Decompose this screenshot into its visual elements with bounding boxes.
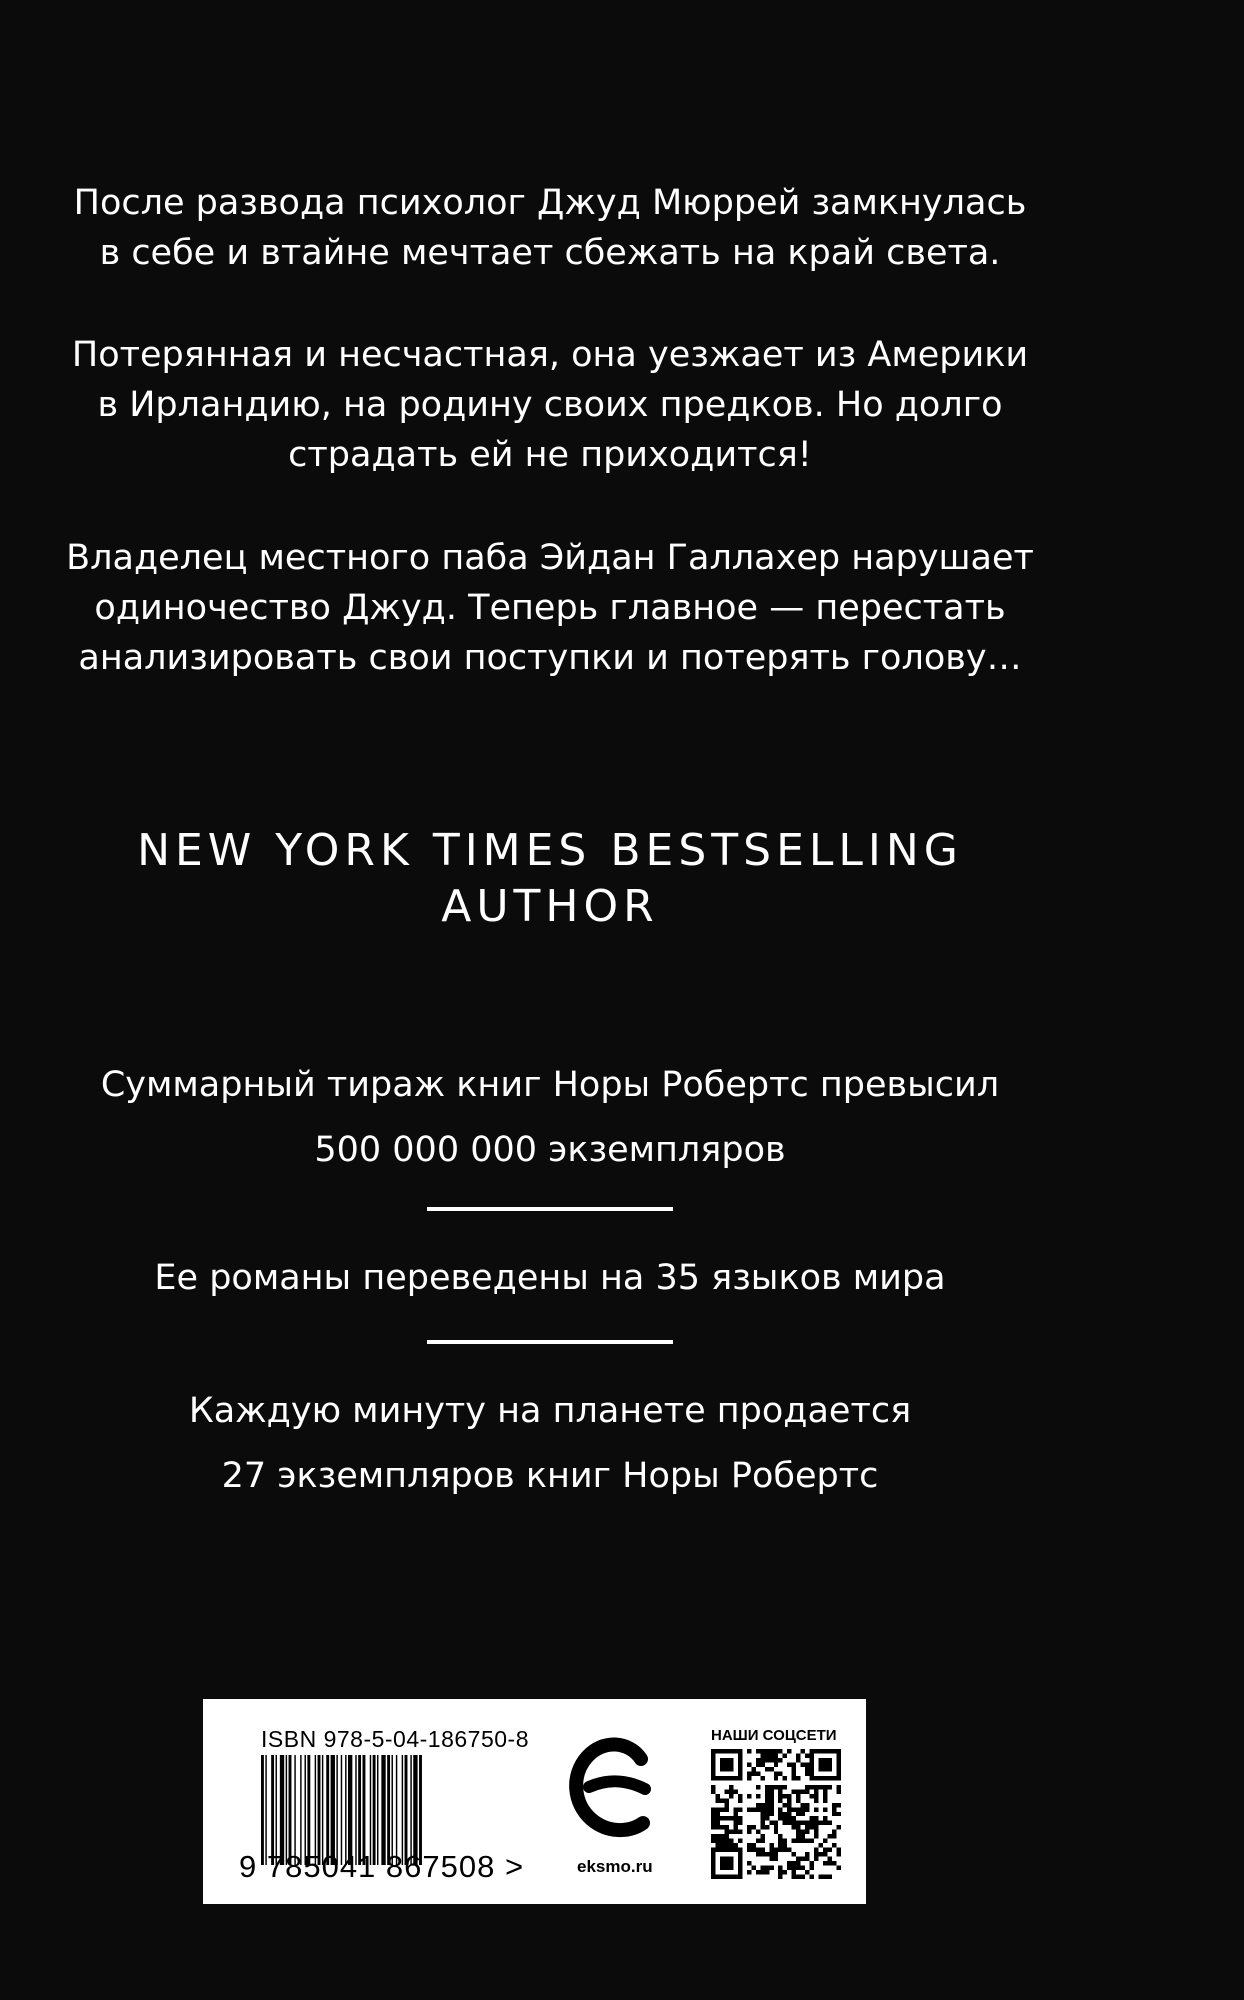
social-label: НАШИ СОЦСЕТИ	[711, 1727, 837, 1744]
fact-circulation	[0, 1053, 1100, 1183]
blurb-line: После развода психолог Джуд Мюррей замкнулась	[73, 183, 1027, 223]
blurb-paragraph-1	[0, 178, 1100, 278]
fact-line: Ее романы переведены на 35 языков мира	[154, 1258, 946, 1298]
blurb-line: страдать ей не приходится!	[288, 435, 812, 475]
headline-line: NEW YORK TIMES BESTSELLING	[137, 825, 963, 876]
blurb-line: одиночество Джуд. Теперь главное — перестать	[94, 588, 1006, 628]
fact-line: Суммарный тираж книг Норы Робертс превысил	[100, 1065, 1000, 1105]
fact-line: 500 000 000 экземпляров	[314, 1130, 786, 1170]
blurb-line: в Ирландию, на родину своих предков. Но долго	[97, 385, 1003, 425]
fact-languages	[0, 1246, 1100, 1311]
divider	[427, 1207, 673, 1211]
blurb-paragraph-2	[0, 330, 1100, 480]
fact-line: 27 экземпляров книг Норы Робертс	[221, 1456, 879, 1496]
fact-sales-rate	[0, 1379, 1100, 1509]
publisher-url-link[interactable]: eksmo.ru	[577, 1857, 653, 1876]
headline-line: AUTHOR	[441, 881, 659, 932]
barcode-digits: 9 785041 867508 >	[239, 1849, 525, 1884]
barcode-panel	[203, 1699, 866, 1904]
fact-line: Каждую минуту на планете продается	[188, 1391, 912, 1431]
blurb-paragraph-3	[0, 533, 1100, 683]
bestselling-author-headline	[0, 823, 1100, 935]
divider	[427, 1340, 673, 1344]
blurb-line: Потерянная и несчастная, она уезжает из Америки	[71, 335, 1029, 375]
eksmo-logo-icon[interactable]	[563, 1729, 659, 1859]
qr-code-icon[interactable]	[711, 1749, 841, 1879]
blurb-line: в себе и втайне мечтает сбежать на край света.	[99, 233, 1001, 273]
blurb-line: Владелец местного паба Эйдан Галлахер нарушает	[66, 538, 1034, 578]
isbn-label: ISBN 978-5-04-186750-8	[261, 1726, 529, 1752]
blurb-line: анализировать свои поступки и потерять голову…	[78, 638, 1022, 678]
